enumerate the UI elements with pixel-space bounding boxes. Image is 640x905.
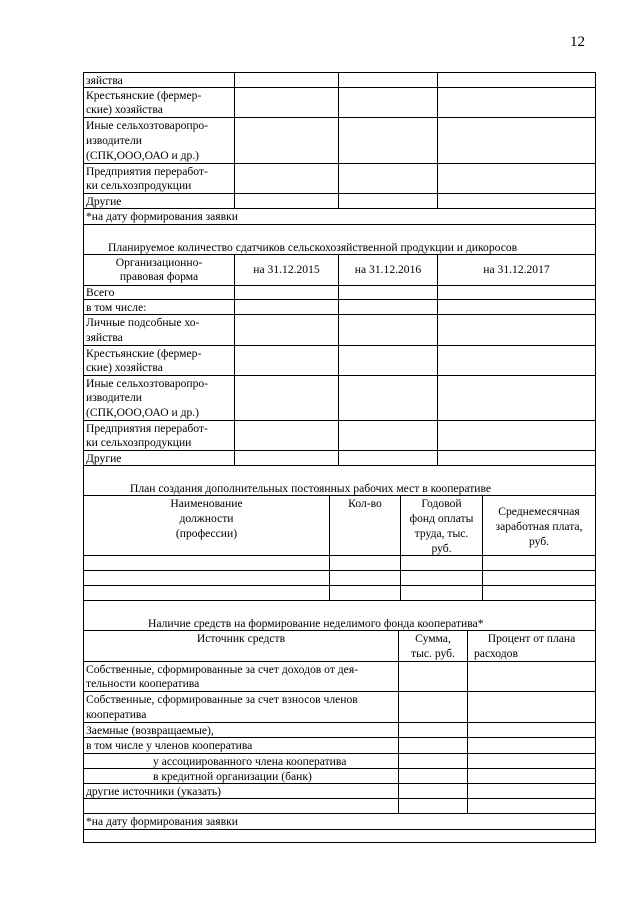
column-header-line: Процент от плана — [487, 632, 576, 645]
column-header-line: правовая форма — [119, 270, 199, 283]
column-header-line: расходов — [474, 647, 518, 660]
row-label-line: тельности кооператива — [86, 677, 200, 690]
column-header-line: тыс. руб. — [411, 647, 455, 660]
row-label-line: ки сельхозпродукции — [86, 436, 192, 449]
row-label-line: Другие — [86, 452, 122, 465]
row-label-line: у ассоциированного члена кооператива — [153, 755, 347, 768]
column-header-line: должности — [179, 512, 234, 525]
row-label-line: изводители — [86, 134, 142, 147]
column-header-line: руб. — [528, 535, 550, 548]
footnote: *на дату формирования заявки — [86, 815, 238, 828]
row-label-line: ские) хозяйства — [86, 103, 163, 116]
row-label-line: Другие — [86, 195, 122, 208]
row-label-line: (СПК,ООО,ОАО и др.) — [86, 406, 200, 419]
row-label-line: в том числе у членов кооператива — [86, 739, 253, 752]
row-label-line: (СПК,ООО,ОАО и др.) — [86, 149, 200, 162]
column-header-line: (профессии) — [175, 527, 238, 540]
column-header-date: на 31.12.2016 — [354, 263, 422, 276]
row-label-line: Заемные (возвращаемые), — [86, 724, 214, 737]
footnote: *на дату формирования заявки — [86, 210, 238, 223]
row-label-line: в том числе: — [86, 301, 147, 314]
column-header-line: Годовой — [421, 497, 462, 510]
column-header-date: на 31.12.2017 — [483, 263, 550, 276]
row-label-line: ские) хозяйства — [86, 361, 163, 374]
row-label-line: в кредитной организации (банк) — [153, 770, 312, 783]
row-label-line: Предприятия переработ- — [86, 422, 208, 435]
row-label-line: Крестьянские (фермер- — [86, 347, 202, 360]
row-label-line: зяйства — [86, 331, 123, 344]
row-label-line: ки сельхозпродукции — [86, 179, 192, 192]
column-header-line: заработная плата, — [495, 520, 583, 533]
column-header-line: труда, тыс. — [414, 527, 469, 540]
row-label-line: зяйства — [86, 74, 123, 87]
section-title: Планируемое количество сдатчиков сельскохозяйственной продукции и дикоросов — [108, 241, 518, 254]
column-header-line: Среднемесячная — [498, 505, 580, 518]
row-label-line: Собственные, сформированные за счет взносов членов — [86, 693, 358, 706]
column-header-line: Источник средств — [196, 632, 286, 645]
page-number: 12 — [570, 34, 585, 50]
column-header-line: Организационно- — [115, 256, 203, 269]
column-header-line: Сумма, — [415, 632, 451, 645]
row-label-line: другие источники (указать) — [86, 785, 221, 798]
row-label-line: Крестьянские (фермер- — [86, 89, 202, 102]
section-title: План создания дополнительных постоянных рабочих мест в кооперативе — [130, 482, 492, 495]
row-label-line: Личные подсобные хо- — [86, 316, 200, 329]
row-label-line: изводители — [86, 391, 142, 404]
column-header-date: на 31.12.2015 — [253, 263, 320, 276]
row-label-line: кооператива — [86, 708, 147, 721]
row-label-line: Иные сельхозтоваропро- — [86, 377, 209, 390]
row-label-line: Всего — [86, 286, 115, 299]
column-header-line: Наименование — [170, 497, 243, 510]
column-header-line: фонд оплаты — [409, 512, 474, 525]
section-title: Наличие средств на формирование неделимого фонда кооператива* — [148, 617, 484, 630]
column-header-line: Кол-во — [348, 497, 382, 510]
row-label-line: Предприятия переработ- — [86, 165, 208, 178]
row-label-line: Иные сельхозтоваропро- — [86, 119, 209, 132]
row-label-line: Собственные, сформированные за счет доходов от дея- — [86, 663, 359, 676]
column-header-line: руб. — [431, 542, 452, 555]
